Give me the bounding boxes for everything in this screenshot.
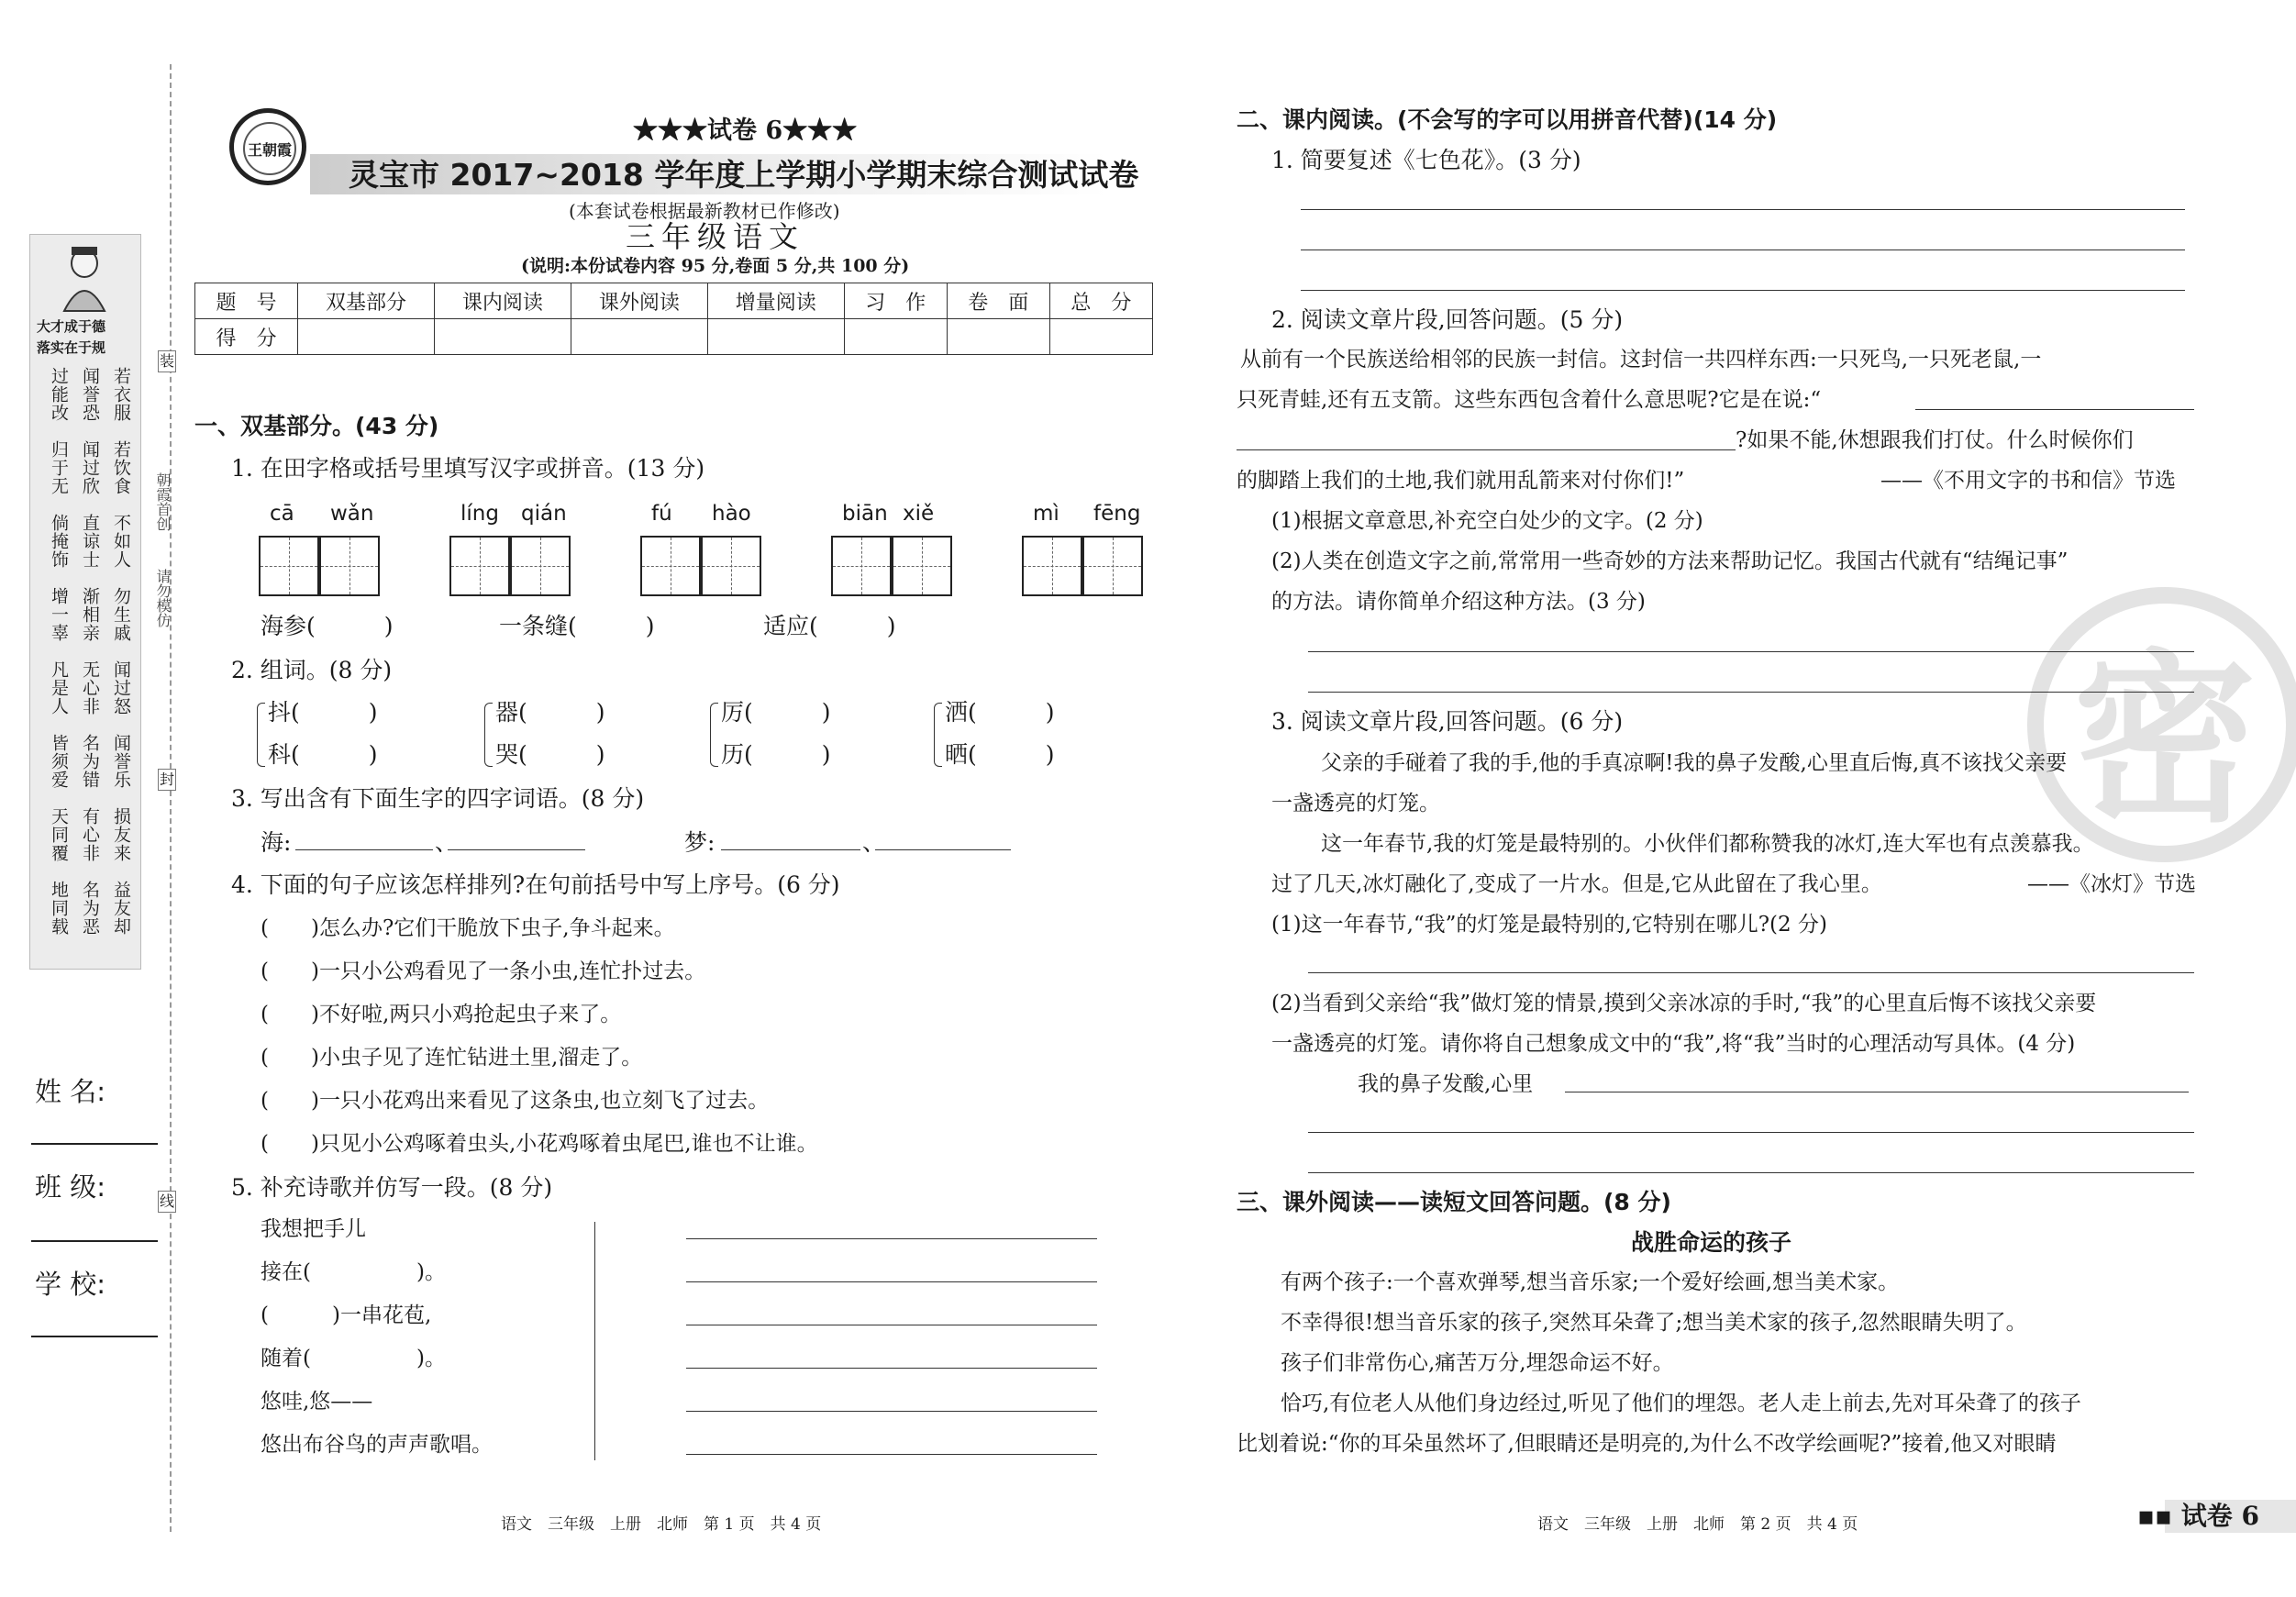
motto-phrase: 皆须爱	[49, 734, 69, 789]
motto-phrase: 损友来	[111, 807, 131, 862]
tianzige-box[interactable]	[701, 536, 761, 596]
tianzige-box[interactable]	[510, 536, 571, 596]
r2-line-2[interactable]	[1308, 692, 2194, 693]
score-header-cell: 增量阅读	[707, 283, 844, 319]
left-footer: 语文 三年级 上册 北师 第 1 页 共 4 页	[501, 1515, 822, 1534]
school-label: 学 校:	[35, 1269, 105, 1300]
q2-brace	[484, 703, 493, 767]
r2-line-1[interactable]	[1308, 651, 2194, 652]
q2-brace	[710, 703, 718, 767]
r2-fill-2[interactable]	[1237, 449, 1736, 450]
scholar-illustration	[48, 243, 121, 312]
motto-phrase: 天同覆	[49, 807, 69, 862]
story-paragraph: 恰巧,有位老人从他们身边经过,听见了他们的埋怨。老人走上前去,先对耳朵聋了的孩子	[1281, 1392, 2081, 1415]
r2-sub-2b: 的方法。请你简单介绍这种方法。(3 分)	[1271, 590, 1646, 614]
q2-word-blank[interactable]: 晒( )	[945, 741, 1055, 768]
poem-imitation-line[interactable]	[686, 1411, 1097, 1412]
motto-phrase: 闻誉恐	[80, 367, 100, 422]
poem-imitation-line[interactable]	[686, 1281, 1097, 1282]
pinyin-label: qián	[521, 502, 567, 526]
poem-line: 我想把手儿	[261, 1217, 366, 1241]
poem-divider	[594, 1222, 595, 1460]
q2-prompt: 2. 组词。(8 分)	[231, 657, 393, 683]
pinyin-label: fēng	[1093, 502, 1141, 526]
q4-sentence[interactable]: ( )一只小公鸡看见了一条小虫,连忙扑过去。	[261, 959, 706, 983]
tianzige-box[interactable]	[1022, 536, 1082, 596]
poem-line[interactable]: ( )一串花苞,	[261, 1303, 432, 1327]
motto-text	[33, 367, 134, 954]
q3-answer-b2[interactable]	[875, 849, 1011, 850]
r3-line-4[interactable]	[1308, 1172, 2194, 1173]
r3-source: ——《冰灯》节选	[2027, 872, 2196, 896]
brand-badge	[229, 108, 306, 185]
r2-sub-1: (1)根据文章意思,补充空白处少的文字。(2 分)	[1271, 509, 1703, 533]
poem-imitation-line[interactable]	[686, 1238, 1097, 1239]
stamp-char: 密	[2072, 631, 2257, 848]
score-input-cell[interactable]	[1049, 319, 1152, 355]
q2-word-blank[interactable]: 器( )	[495, 699, 605, 726]
score-header-cell: 习 作	[844, 283, 947, 319]
r3-para-1: 父亲的手碰着了我的手,他的手真凉啊!我的鼻子发酸,心里直后悔,真不该找父亲要	[1321, 751, 2068, 775]
exam-tag-header: ★★★试卷 6★★★	[633, 116, 858, 145]
q5-prompt: 5. 补充诗歌并仿写一段。(8 分)	[231, 1174, 553, 1201]
score-input-cell[interactable]	[844, 319, 947, 355]
pinyin-label: wǎn	[330, 502, 374, 526]
tianzige-box[interactable]	[449, 536, 510, 596]
r3-para-4: 过了几天,冰灯融化了,变成了一片水。但是,它从此留在了我心里。	[1271, 872, 1882, 896]
q2-word-blank[interactable]: 抖( )	[268, 699, 378, 726]
name-input-line[interactable]	[31, 1143, 158, 1145]
pinyin-label: mì	[1033, 502, 1059, 526]
score-table	[194, 283, 1153, 355]
slogan-2: 落实在于规	[37, 339, 106, 356]
motto-phrase: 直谅士	[80, 514, 100, 569]
tianzige-box[interactable]	[319, 536, 380, 596]
tianzige-box[interactable]	[831, 536, 892, 596]
q3-sep-a: 、	[435, 829, 459, 856]
poem-line[interactable]: 接在( )。	[261, 1260, 446, 1284]
poem-imitation-line[interactable]	[686, 1368, 1097, 1369]
q4-sentence[interactable]: ( )小虫子见了连忙钻进土里,溜走了。	[261, 1046, 643, 1070]
motto-phrase: 凡是人	[49, 660, 69, 715]
q2-word-blank[interactable]: 洒( )	[945, 699, 1055, 726]
r3-lead: 我的鼻子发酸,心里	[1358, 1072, 1534, 1096]
pinyin-label: xiě	[903, 502, 935, 526]
motto-phrase: 若饮食	[111, 440, 131, 495]
r3-sub-1: (1)这一年春节,“我”的灯笼是最特别的,它特别在哪儿?(2 分)	[1271, 913, 1827, 937]
seal-mark-2: 封	[158, 769, 176, 791]
score-input-cell[interactable]	[707, 319, 844, 355]
motto-phrase: 不如人	[111, 514, 131, 569]
school-input-line[interactable]	[31, 1336, 158, 1337]
q2-word-blank[interactable]: 厉( )	[721, 699, 831, 726]
r3-line-1[interactable]	[1308, 972, 2194, 973]
exam-note: (说明:本份试卷内容 95 分,卷面 5 分,共 100 分)	[521, 256, 910, 276]
q3-answer-b1[interactable]	[721, 849, 860, 850]
r2-source: ——《不用文字的书和信》节选	[1880, 469, 2176, 493]
pinyin-label: fú	[651, 502, 672, 526]
score-input-cell[interactable]	[947, 319, 1049, 355]
footer-exam-tag: ▪▪ 试卷 6	[2137, 1501, 2259, 1531]
q4-sentence[interactable]: ( )不好啦,两只小鸡抢起虫子来了。	[261, 1003, 622, 1026]
score-header-cell: 课外阅读	[571, 283, 707, 319]
motto-phrase: 名为错	[80, 734, 100, 789]
r1-line-1[interactable]	[1301, 209, 2185, 210]
q2-word-blank[interactable]: 哭( )	[495, 741, 605, 768]
pinyin-label: biān	[842, 502, 888, 526]
motto-phrase: 过能改	[49, 367, 69, 422]
seal-mark-3: 线	[158, 1191, 176, 1213]
r2-para-2: 只死青蛙,还有五支箭。这些东西包含着什么意思呢?它是在说:“	[1237, 388, 1822, 412]
motto-phrase: 归于无	[49, 440, 69, 495]
q1-prompt: 1. 在田字格或括号里填写汉字或拼音。(13 分)	[231, 455, 705, 482]
slogan-1: 大才成于德	[37, 318, 106, 335]
section-2-heading: 二、课内阅读。(不会写的字可以用拼音代替)(14 分)	[1237, 106, 1778, 133]
motto-phrase: 有心非	[80, 807, 100, 862]
motto-phrase: 渐相亲	[80, 587, 100, 642]
score-header-cell: 总 分	[1049, 283, 1152, 319]
r2-para-4: 的脚踏上我们的土地,我们就用乱箭来对付你们!”	[1237, 469, 1685, 493]
motto-phrase: 若衣服	[111, 367, 131, 422]
q3-prompt: 3. 写出含有下面生字的四字词语。(8 分)	[231, 785, 645, 812]
seal-mark-1: 装	[158, 350, 176, 372]
r3-sub-2b: 一盏透亮的灯笼。请你将自己想象成文中的“我”,将“我”当时的心理活动写具体。(4 分)	[1271, 1032, 2076, 1056]
score-header-cell: 题 号	[195, 283, 298, 319]
q2-brace	[257, 703, 265, 767]
motto-phrase: 闻过怒	[111, 660, 131, 715]
r3-prompt: 3. 阅读文章片段,回答问题。(6 分)	[1271, 708, 1624, 735]
q4-sentence[interactable]: ( )怎么办?它们干脆放下虫子,争斗起来。	[261, 916, 675, 940]
q4-sentence[interactable]: ( )只见小公鸡啄着虫头,小花鸡啄着虫尾巴,谁也不让谁。	[261, 1132, 818, 1156]
poem-line[interactable]: 随着( )。	[261, 1347, 446, 1370]
motto-phrase: 增一辜	[49, 587, 69, 642]
class-label: 班 级:	[35, 1171, 105, 1203]
name-label: 姓 名:	[35, 1076, 105, 1107]
score-header-cell: 课内阅读	[434, 283, 571, 319]
score-header-cell: 卷 面	[947, 283, 1049, 319]
pinyin-label: cā	[270, 502, 294, 526]
exam-subtitle: (本套试卷根据最新教材已作修改)	[569, 200, 840, 222]
r2-para-1: 从前有一个民族送给相邻的民族一封信。这封信一共四样东西:一只死鸟,一只死老鼠,一	[1240, 348, 2042, 372]
score-header-cell: 双基部分	[298, 283, 435, 319]
r3-para-2: 一盏透亮的灯笼。	[1271, 792, 1440, 815]
q1-blank-1[interactable]: 海参( )	[261, 613, 394, 639]
binding-line	[170, 64, 172, 1532]
score-input-cell[interactable]	[298, 319, 435, 355]
motto-phrase: 闻誉乐	[111, 734, 131, 789]
q2-word-blank[interactable]: 科( )	[268, 741, 378, 768]
r2-sub-2a: (2)人类在创造文字之前,常常用一些奇妙的方法来帮助记忆。我国古代就有“结绳记事”	[1271, 549, 2069, 573]
q3-answer-a1[interactable]	[295, 849, 433, 850]
q2-brace	[934, 703, 942, 767]
poem-line: 悠哇,悠——	[261, 1390, 373, 1414]
story-paragraph: 孩子们非常伤心,痛苦万分,埋怨命运不好。	[1281, 1351, 1674, 1375]
score-input-cell[interactable]	[571, 319, 707, 355]
confidential-stamp	[2027, 587, 2296, 862]
class-input-line[interactable]	[31, 1240, 158, 1242]
motto-phrase: 名为恶	[80, 881, 100, 936]
motto-phrase: 勿生戚	[111, 587, 131, 642]
r2-fill-1[interactable]	[1915, 409, 2194, 410]
r2-para-3: ?如果不能,休想跟我们打仗。什么时候你们	[1736, 428, 2134, 452]
q4-sentence[interactable]: ( )一只小花鸡出来看见了这条虫,也立刻飞了过去。	[261, 1089, 770, 1113]
q4-prompt: 4. 下面的句子应该怎样排列?在句前括号中写上序号。(6 分)	[231, 871, 840, 898]
r3-para-3: 这一年春节,我的灯笼是最特别的。小伙伴们都称赞我的冰灯,连大军也有点羡慕我。	[1321, 832, 2094, 856]
q1-blank-3[interactable]: 适应( )	[763, 613, 896, 639]
r3-sub-2a: (2)当看到父亲给“我”做灯笼的情景,摸到父亲冰凉的手时,“我”的心里直后悔不该找父亲要	[1271, 992, 2097, 1015]
q1-blank-2[interactable]: 一条缝( )	[499, 613, 655, 639]
vert-note-1: 朝霞首创	[154, 472, 172, 531]
story-paragraph: 有两个孩子:一个喜欢弹琴,想当音乐家;一个爱好绘画,想当美术家。	[1281, 1270, 1900, 1294]
right-footer: 语文 三年级 上册 北师 第 2 页 共 4 页	[1537, 1515, 1858, 1534]
q3-answer-a2[interactable]	[448, 849, 585, 850]
grade-subject: 三年级语文	[626, 219, 805, 254]
motto-phrase: 地同载	[49, 881, 69, 936]
exam-title: 灵宝市 2017~2018 学年度上学期小学期末综合测试试卷	[349, 157, 1139, 193]
vert-note-2: 请勿模仿	[154, 569, 172, 627]
motto-phrase: 倘掩饰	[49, 514, 69, 569]
pinyin-label: hào	[712, 502, 751, 526]
story-paragraph: 不幸得很!想当音乐家的孩子,突然耳朵聋了;想当美术家的孩子,忽然眼睛失明了。	[1281, 1311, 2027, 1335]
section-3-heading: 三、课外阅读——读短文回答问题。(8 分)	[1237, 1189, 1671, 1215]
tianzige-box[interactable]	[640, 536, 701, 596]
section-1-heading: 一、双基部分。(43 分)	[194, 413, 439, 439]
motto-phrase: 益友却	[111, 881, 131, 936]
r2-prompt: 2. 阅读文章片段,回答问题。(5 分)	[1271, 306, 1624, 333]
motto-phrase: 闻过欣	[80, 440, 100, 495]
pinyin-label: líng	[460, 502, 499, 526]
poem-imitation-line[interactable]	[686, 1454, 1097, 1455]
r1-line-3[interactable]	[1301, 290, 2185, 291]
q3-sep-b: 、	[862, 829, 886, 856]
story-title: 战胜命运的孩子	[1631, 1229, 1792, 1256]
brand-badge-text: 王朝霞	[243, 122, 296, 175]
motto-phrase: 无心非	[80, 660, 100, 715]
tianzige-box[interactable]	[892, 536, 952, 596]
score-input-cell[interactable]	[434, 319, 571, 355]
r3-line-3[interactable]	[1308, 1132, 2194, 1133]
tianzige-box[interactable]	[1082, 536, 1143, 596]
story-paragraph: 比划着说:“你的耳朵虽然坏了,但眼睛还是明亮的,为什么不改学绘画呢?”接着,他又对眼睛	[1237, 1432, 2057, 1456]
poem-line: 悠出布谷鸟的声声歌唱。	[261, 1433, 493, 1457]
q3-label-a: 海:	[261, 829, 292, 856]
q3-label-b: 梦:	[684, 829, 715, 856]
r1-prompt: 1. 简要复述《七色花》。(3 分)	[1271, 147, 1581, 173]
q2-word-blank[interactable]: 历( )	[721, 741, 831, 768]
tianzige-box[interactable]	[259, 536, 319, 596]
score-row-label: 得 分	[195, 319, 298, 355]
